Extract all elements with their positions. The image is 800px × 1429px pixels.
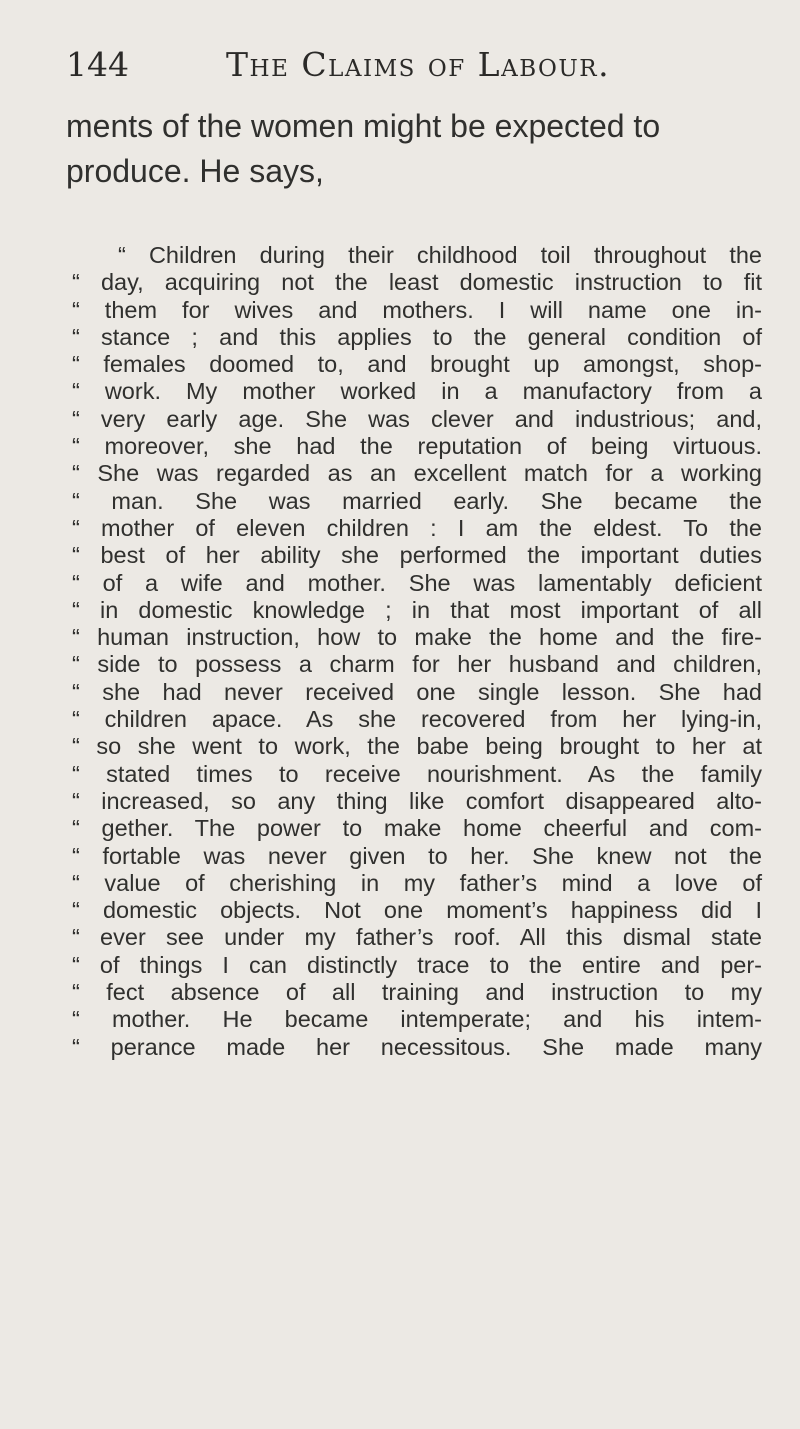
quote-line: “ them for wives and mothers. I will name one in-	[72, 296, 762, 323]
quote-line: “ work. My mother worked in a manufactory from a	[72, 378, 762, 405]
lead-line: ments of the women might be expected to	[66, 108, 661, 144]
quote-line: “ She was regarded as an excellent match for a working	[72, 460, 762, 487]
quote-line: “ stance ; and this applies to the general condition of	[72, 323, 762, 350]
quote-line: “ females doomed to, and brought up amongst, shop-	[72, 351, 762, 378]
quote-line: “ stated times to receive nourishment. As the family	[72, 760, 762, 787]
quote-line: “ moreover, she had the reputation of being virtuous.	[72, 433, 762, 460]
quote-line: “ mother of eleven children : I am the eldest. To the	[72, 514, 762, 541]
quote-line: “ ever see under my father’s roof. All this dismal state	[72, 924, 762, 951]
quote-line: “ best of her ability she performed the important duties	[72, 542, 762, 569]
block-quote	[72, 242, 762, 1061]
quote-line: “ man. She was married early. She became the	[72, 487, 762, 514]
quote-line: “ increased, so any thing like comfort disappeared alto-	[72, 787, 762, 814]
quote-line: “ mother. He became intemperate; and his intem-	[72, 1006, 762, 1033]
quote-line: “ gether. The power to make home cheerful and com-	[72, 815, 762, 842]
quote-line: “ children apace. As she recovered from her lying-in,	[72, 706, 762, 733]
quote-line: “ Children during their childhood toil throughout the	[118, 242, 762, 268]
quote-line: “ value of cherishing in my father’s mind a love of	[72, 869, 762, 896]
quote-line: “ side to possess a charm for her husband and children,	[72, 651, 762, 678]
quote-line: “ of a wife and mother. She was lamentably deficient	[72, 569, 762, 596]
quote-line: “ of things I can distinctly trace to the entire and per-	[72, 951, 762, 978]
quote-line: “ very early age. She was clever and industrious; and,	[72, 405, 762, 432]
running-title: The Claims of Labour.	[226, 45, 611, 84]
quote-line: “ in domestic knowledge ; in that most important of all	[72, 596, 762, 623]
quote-line: “ fect absence of all training and instruction to my	[72, 979, 762, 1006]
lead-line: produce. He says,	[66, 153, 324, 189]
quote-line: “ domestic objects. Not one moment’s happiness did I	[72, 897, 762, 924]
quote-line: “ she had never received one single lesson. She had	[72, 678, 762, 705]
quote-line: “ day, acquiring not the least domestic instruction to fit	[72, 269, 762, 296]
running-head	[66, 40, 766, 90]
quote-line: “ human instruction, how to make the home and the fire-	[72, 624, 762, 651]
page-number: 144	[66, 45, 129, 84]
quote-line: “ perance made her necessitous. She made many	[72, 1033, 762, 1060]
lead-paragraph	[66, 104, 756, 194]
quote-line: “ so she went to work, the babe being brought to her at	[72, 733, 762, 760]
quote-line: “ fortable was never given to her. She knew not the	[72, 842, 762, 869]
